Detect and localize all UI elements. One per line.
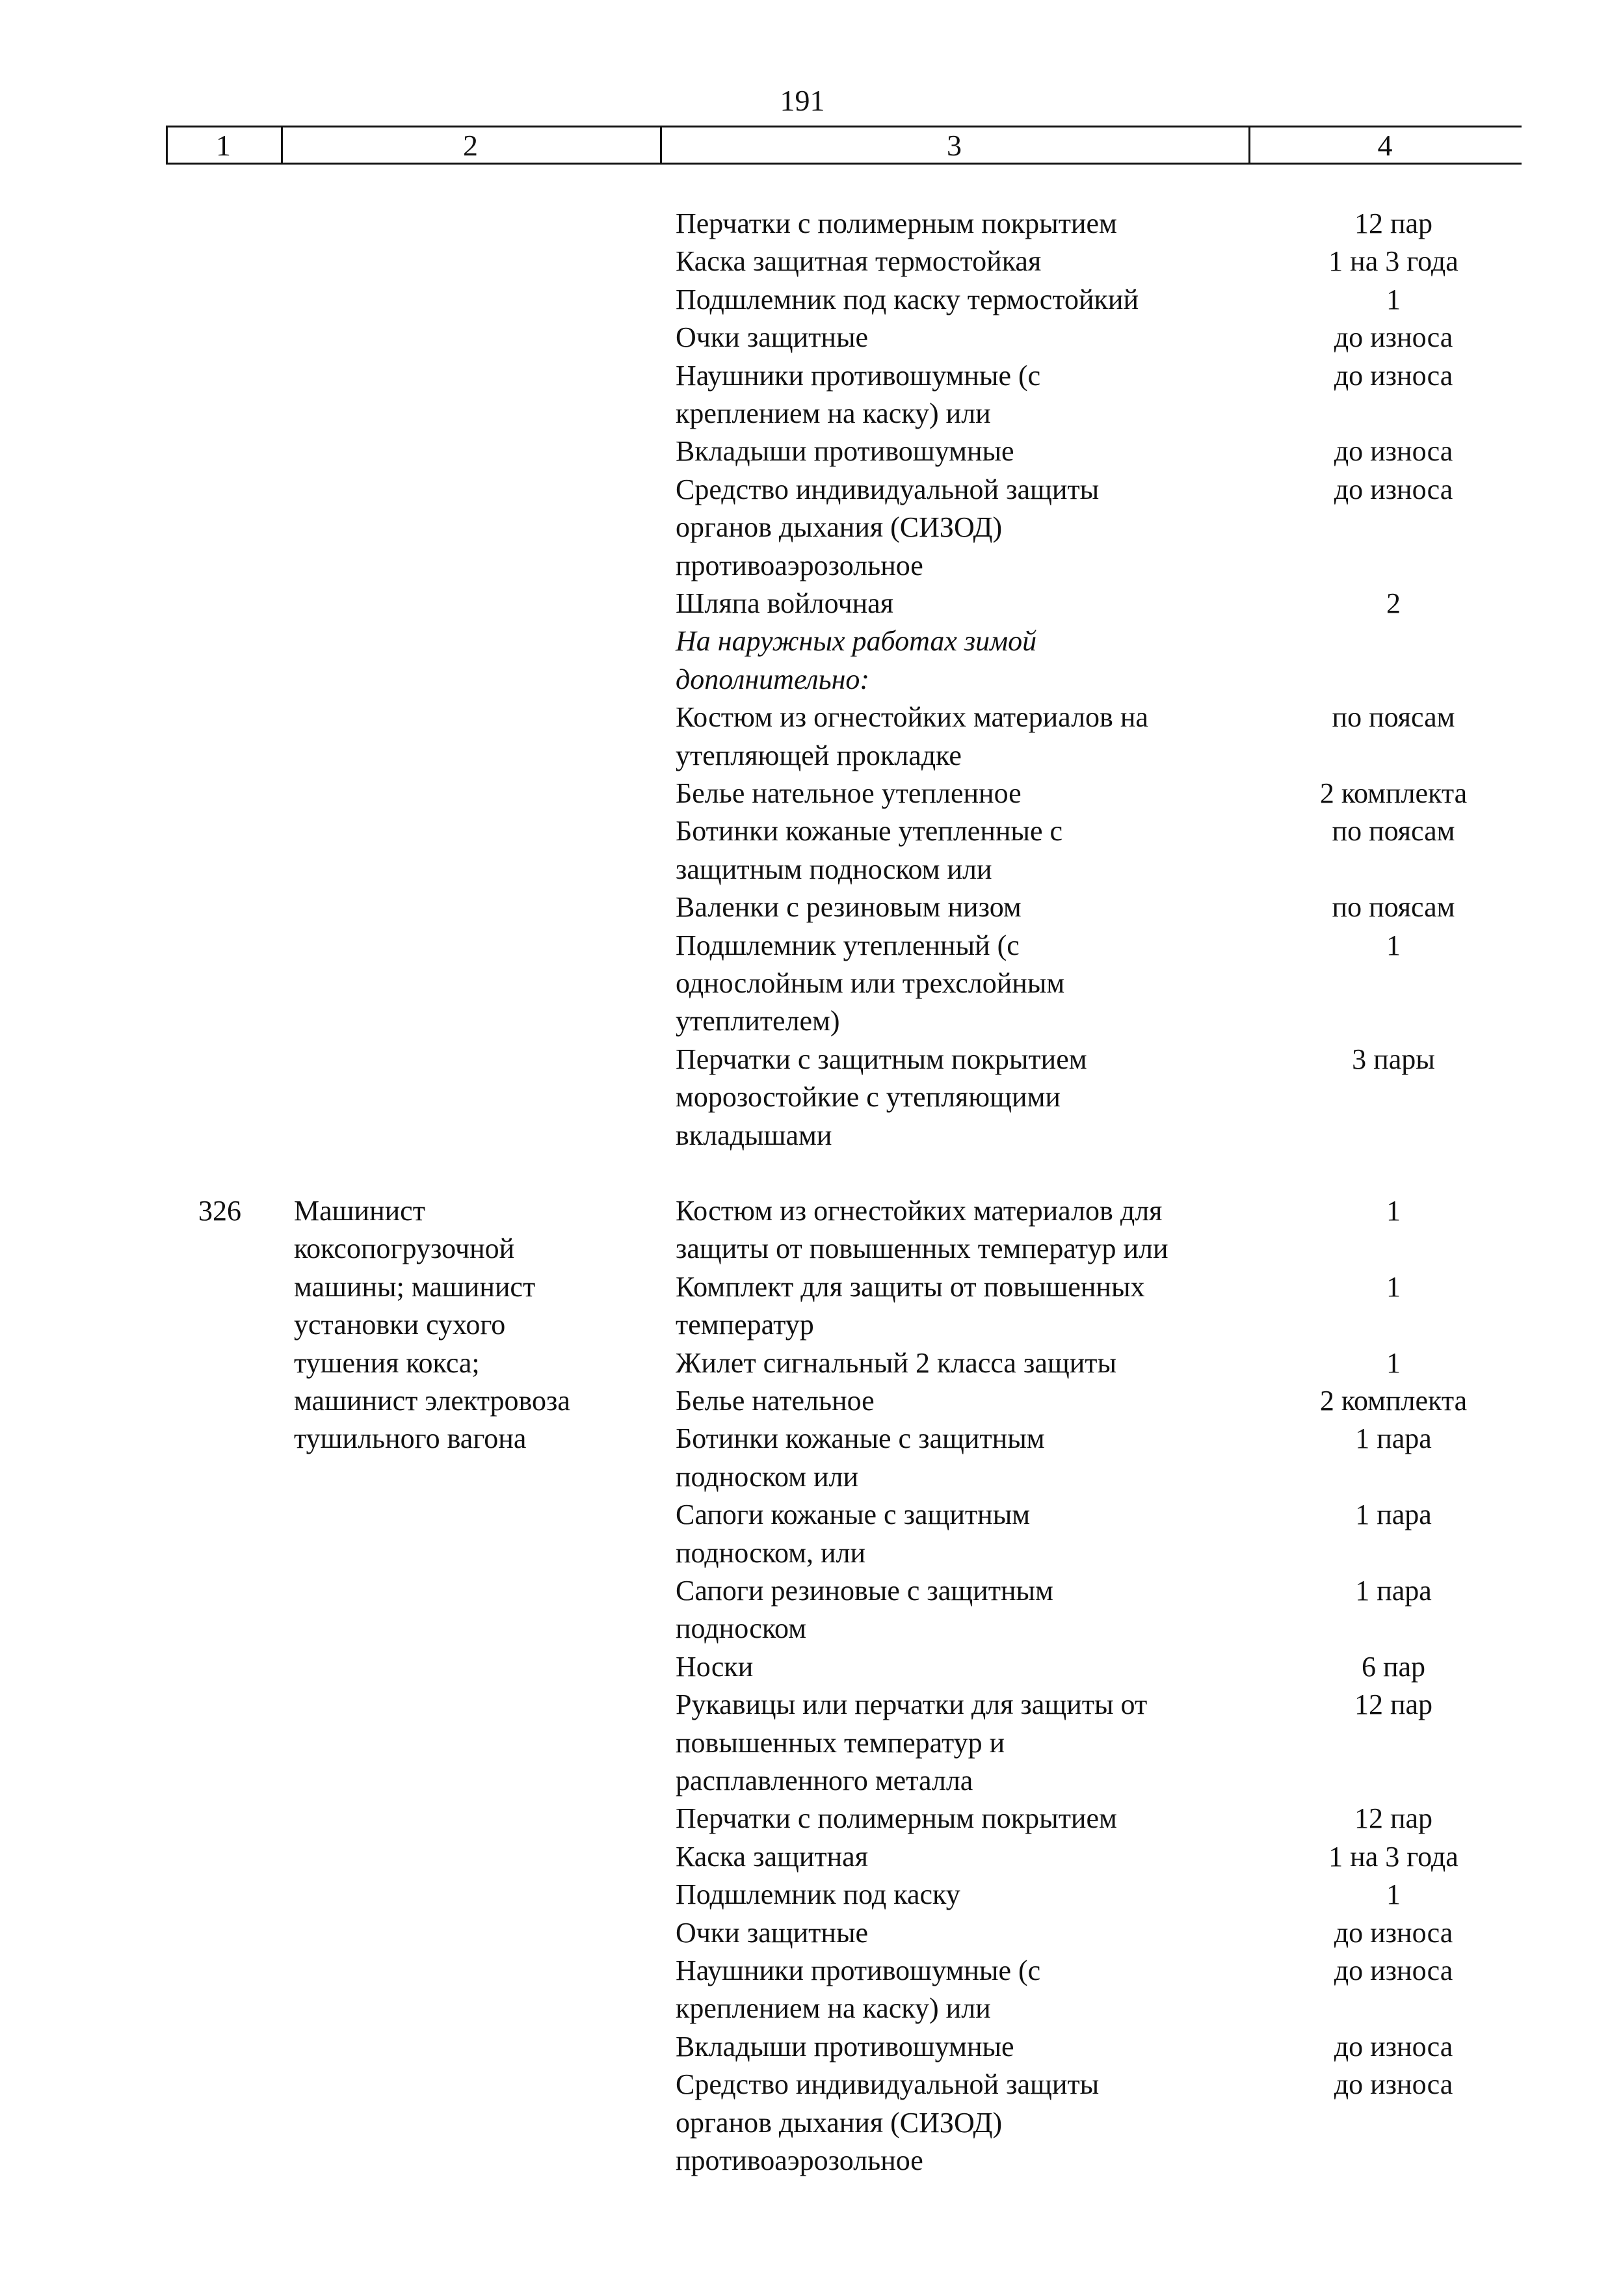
profession-line: Машинист [294,1195,425,1227]
item-norm: 1 [1386,929,1401,961]
item-name-line: защиты от повышенных температур или [676,1233,1168,1265]
item-name-line: повышенных температур и [676,1726,1005,1759]
item-norm: 12 пар [1354,207,1433,239]
item-name-line: Шляпа войлочная [676,587,893,619]
page-number: 191 [780,84,825,117]
item-norm: 12 пар [1354,1689,1433,1721]
profession-line: тушильного вагона [294,1422,527,1455]
section-note: дополнительно: [676,663,870,695]
profession-line: установки сухого [294,1309,506,1341]
item-name-line: Жилет сигнальный 2 класса защиты [676,1346,1117,1379]
header-top-rule [166,126,1522,127]
item-norm: до износа [1334,1955,1453,1986]
item-name-line: подноском [676,1612,806,1645]
table-header [166,126,1522,165]
item-name-line: противоаэрозольное [676,549,923,581]
header-col-1: 1 [216,129,231,162]
item-name-line: Каска защитная термостойкая [676,245,1042,278]
item-name-line: температур [676,1309,814,1341]
profession-line: коксопогрузочной [294,1233,515,1265]
item-name-line: Костюм из огнестойких материалов для [676,1195,1163,1227]
item-norm: 1 [1386,1878,1401,1911]
item-name-line: Ботинки кожаные с защитным [676,1422,1045,1455]
item-name-line: Наушники противошумные (с [676,1955,1041,1986]
item-norm: 2 [1386,587,1401,619]
item-name-line: подноском, или [676,1536,866,1569]
item-norm: 6 пар [1361,1650,1426,1683]
item-name-line: однослойным или трехслойным [676,967,1065,999]
entry-number: 326 [198,1195,241,1227]
item-name-line: Рукавицы или перчатки для защиты от [676,1689,1148,1721]
item-norm: до износа [1334,435,1453,468]
item-name-line: подноском или [676,1460,859,1493]
item-name-line: расплавленного металла [676,1765,973,1796]
item-name-line: Перчатки с полимерным покрытием [676,207,1117,239]
item-norm: до износа [1334,2030,1453,2062]
item-norm: 1 пара [1355,1575,1432,1607]
profession-line: машины; машинист [294,1270,536,1303]
item-name-line: Носки [676,1650,754,1683]
item-norm: 1 [1386,1270,1401,1303]
item-norm: 2 комплекта [1319,1385,1468,1417]
item-name-line: Сапоги резиновые с защитным [676,1575,1053,1607]
item-name-line: Перчатки с полимерным покрытием [676,1802,1117,1835]
item-name-line: защитным подноском или [676,853,992,885]
item-norm: по поясам [1332,891,1455,924]
item-name-line: Белье нательное утепленное [676,777,1022,809]
item-norm: 3 пары [1352,1043,1435,1075]
item-name-line: Подшлемник утепленный (с [676,929,1020,961]
item-norm: 2 комплекта [1319,777,1468,809]
item-norm: до износа [1334,473,1453,505]
item-name-line: Средство индивидуальной защиты [676,2068,1100,2101]
item-name-line: Валенки с резиновым низом [676,891,1022,924]
item-name-line: Вкладыши противошумные [676,2030,1014,2062]
item-norm: до износа [1334,359,1453,392]
section-note: На наружных работах зимой [676,625,1037,658]
header-col-4: 4 [1377,129,1393,162]
item-name-line: Перчатки с защитным покрытием [676,1043,1087,1075]
item-name-line: морозостойкие с утепляющими [676,1081,1061,1114]
item-norm: по поясам [1332,815,1455,848]
header-col-3: 3 [947,129,962,162]
item-norm: 1 пара [1355,1499,1432,1531]
item-name-line: Ботинки кожаные утепленные с [676,815,1063,848]
item-norm: 1 на 3 года [1328,1840,1458,1873]
item-norm: до износа [1334,2068,1453,2101]
item-name-line: Белье нательное [676,1385,875,1417]
item-norm: 1 [1386,1195,1401,1227]
item-name-line: противоаэрозольное [676,2144,923,2176]
item-name-line: Очки защитные [676,1916,869,1949]
item-norm: до износа [1334,1916,1453,1949]
item-norm: до износа [1334,321,1453,354]
item-norm: 1 пара [1355,1422,1432,1455]
item-name-line: Комплект для защиты от повышенных [676,1270,1145,1303]
item-norm: 1 [1386,1346,1401,1379]
item-norm: 12 пар [1354,1802,1433,1835]
item-name-line: Подшлемник под каску термостойкий [676,283,1139,315]
item-name-line: Вкладыши противошумные [676,435,1014,468]
item-name-line: Сапоги кожаные с защитным [676,1499,1031,1531]
item-name-line: креплением на каску) или [676,397,991,429]
item-name-line: Каска защитная [676,1840,868,1873]
header-bottom-rule [166,163,1522,165]
item-name-line: Средство индивидуальной защиты [676,473,1100,505]
item-name-line: вкладышами [676,1119,832,1151]
item-name-line: креплением на каску) или [676,1992,991,2025]
item-name-line: Очки защитные [676,321,869,354]
item-norm: по поясам [1332,701,1455,734]
item-name-line: утепляющей прокладке [676,739,962,771]
item-norm: 1 [1386,283,1401,315]
profession-line: тушения кокса; [294,1346,480,1379]
header-col-2: 2 [463,129,478,162]
item-name-line: Костюм из огнестойких материалов на [676,701,1148,734]
profession-line: машинист электровоза [294,1385,570,1417]
item-name-line: Наушники противошумные (с [676,359,1041,392]
item-name-line: утеплителем) [676,1005,840,1037]
item-norm: 1 на 3 года [1328,245,1458,278]
item-name-line: Подшлемник под каску [676,1878,960,1911]
item-name-line: органов дыхания (СИЗОД) [676,511,1003,544]
item-name-line: органов дыхания (СИЗОД) [676,2106,1003,2139]
